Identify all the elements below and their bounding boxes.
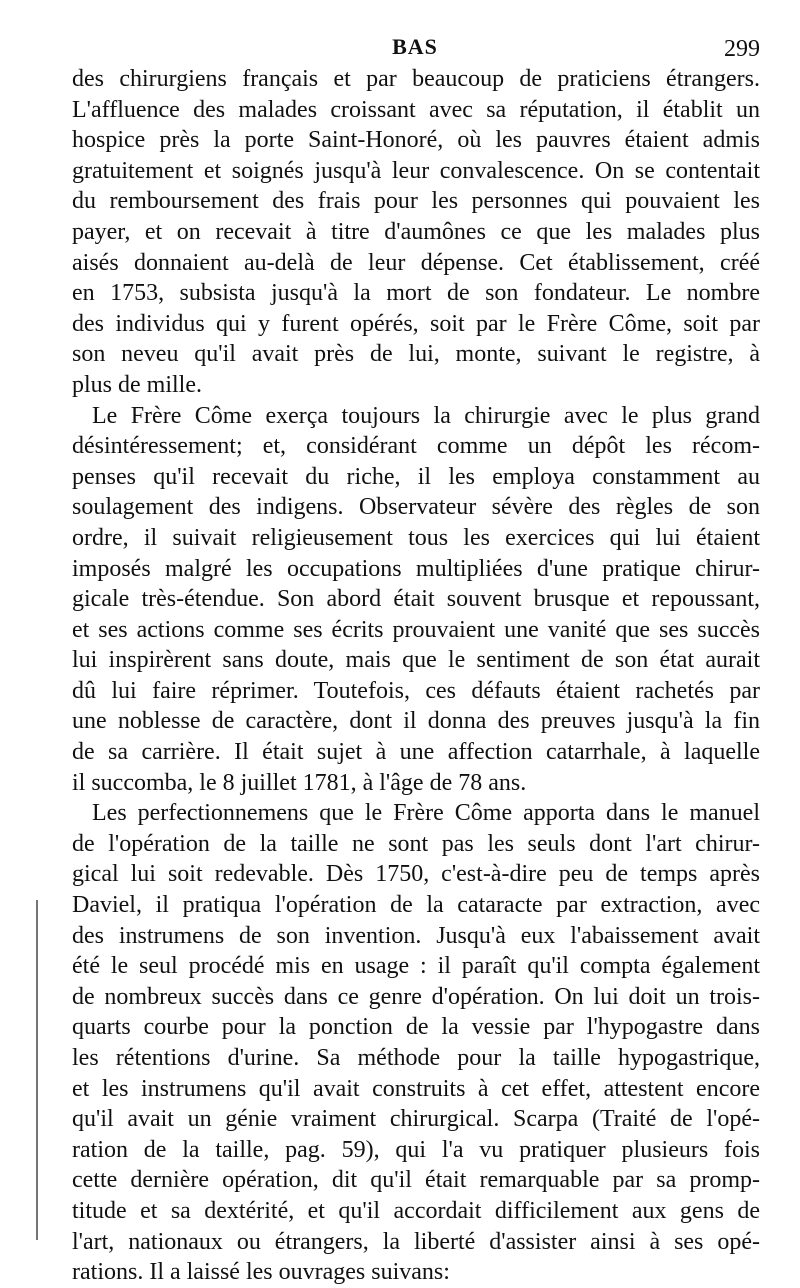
text-line: titude et sa dextérité, et qu'il accordait difficilement aux gens de [72, 1197, 760, 1224]
text-line: en 1753, subsista jusqu'à la mort de son fondateur. Le nombre [72, 280, 760, 307]
body-text [72, 64, 760, 1288]
text-line: quarts courbe pour la ponction de la vessie par l'hypogastre dans [72, 1014, 760, 1041]
text-line: cette dernière opération, dit qu'il était remarquable par sa promp- [72, 1167, 760, 1194]
text-line: gicale très-étendue. Son abord était souvent brusque et repoussant, [72, 586, 760, 613]
text-line: et les instrumens qu'il avait construits à cet effet, attestent encore [72, 1075, 760, 1102]
text-line: soulagement des indigens. Observateur sévère des règles de son [72, 494, 760, 521]
text-line: gratuitement et soignés jusqu'à leur convalescence. On se contentait [72, 157, 760, 184]
page-header [70, 28, 760, 64]
text-line: désintéressement; et, considérant comme un dépôt les récom- [72, 433, 760, 460]
text-line: imposés malgré les occupations multipliées d'une pratique chirur- [72, 555, 760, 582]
text-line: les rétentions d'urine. Sa méthode pour la taille hypogastrique, [72, 1045, 760, 1071]
text-line: des instrumens de son invention. Jusqu'à eux l'abaissement avait [72, 922, 760, 949]
text-line: qu'il avait un génie vraiment chirurgical. Scarpa (Traité de l'opé- [72, 1106, 760, 1133]
text-line: rations. Il a laissé les ouvrages suivans: [72, 1259, 450, 1286]
text-line: son neveu qu'il avait près de lui, monte, suivant le registre, à [72, 341, 760, 368]
text-line: été le seul procédé mis en usage : il paraît qu'il compta également [72, 953, 760, 980]
text-line: du remboursement des frais pour les personnes qui pouvaient les [72, 188, 760, 215]
text-line: dû lui faire réprimer. Toutefois, ces défauts étaient rachetés par [72, 677, 760, 704]
text-line: de sa carrière. Il était sujet à une affection catarrhale, à laquelle [72, 739, 760, 766]
text-line: payer, et on recevait à titre d'aumônes ce que les malades plus [72, 218, 760, 245]
running-head: BAS [392, 34, 438, 59]
text-line: lui inspirèrent sans doute, mais que le sentiment de son état aurait [72, 647, 760, 674]
gutter-line [36, 900, 38, 1240]
text-line: Daviel, il pratiqua l'opération de la cataracte par extraction, avec [72, 892, 760, 919]
text-line: L'affluence des malades croissant avec sa réputation, il établit un [72, 96, 760, 123]
text-line: des individus qui y furent opérés, soit par le Frère Côme, soit par [72, 310, 760, 337]
text-line: plus de mille. [72, 371, 202, 398]
text-line: Le Frère Côme exerça toujours la chirurgie avec le plus grand [92, 402, 760, 429]
text-line: de l'opération de la taille ne sont pas les seuls dont l'art chirur- [72, 830, 760, 857]
text-line: gical lui soit redevable. Dès 1750, c'est-à-dire peu de temps après [72, 861, 760, 888]
text-line: Les perfectionnemens que le Frère Côme apporta dans le manuel [92, 800, 760, 827]
text-line: aisés donnaient au-delà de leur dépense. Cet établissement, créé [72, 249, 760, 276]
text-line: hospice près la porte Saint-Honoré, où les pauvres étaient admis [72, 127, 760, 154]
text-line: de nombreux succès dans ce genre d'opération. On lui doit un trois- [72, 983, 760, 1010]
page-number: 299 [724, 36, 760, 62]
text-line: ration de la taille, pag. 59), qui l'a vu pratiquer plusieurs fois [72, 1136, 760, 1163]
text-line: l'art, nationaux ou étrangers, la liberté d'assister ainsi à ses opé- [72, 1228, 760, 1255]
text-line: ordre, il suivait religieusement tous les exercices qui lui étaient [72, 524, 760, 551]
text-line: et ses actions comme ses écrits prouvaient une vanité que ses succès [72, 616, 760, 643]
text-line: des chirurgiens français et par beaucoup de praticiens étrangers. [72, 66, 760, 92]
text-line: une noblesse de caractère, dont il donna des preuves jusqu'à la fin [72, 708, 760, 735]
text-line: penses qu'il recevait du riche, il les employa constamment au [72, 463, 760, 490]
text-line: il succomba, le 8 juillet 1781, à l'âge de 78 ans. [72, 769, 527, 796]
